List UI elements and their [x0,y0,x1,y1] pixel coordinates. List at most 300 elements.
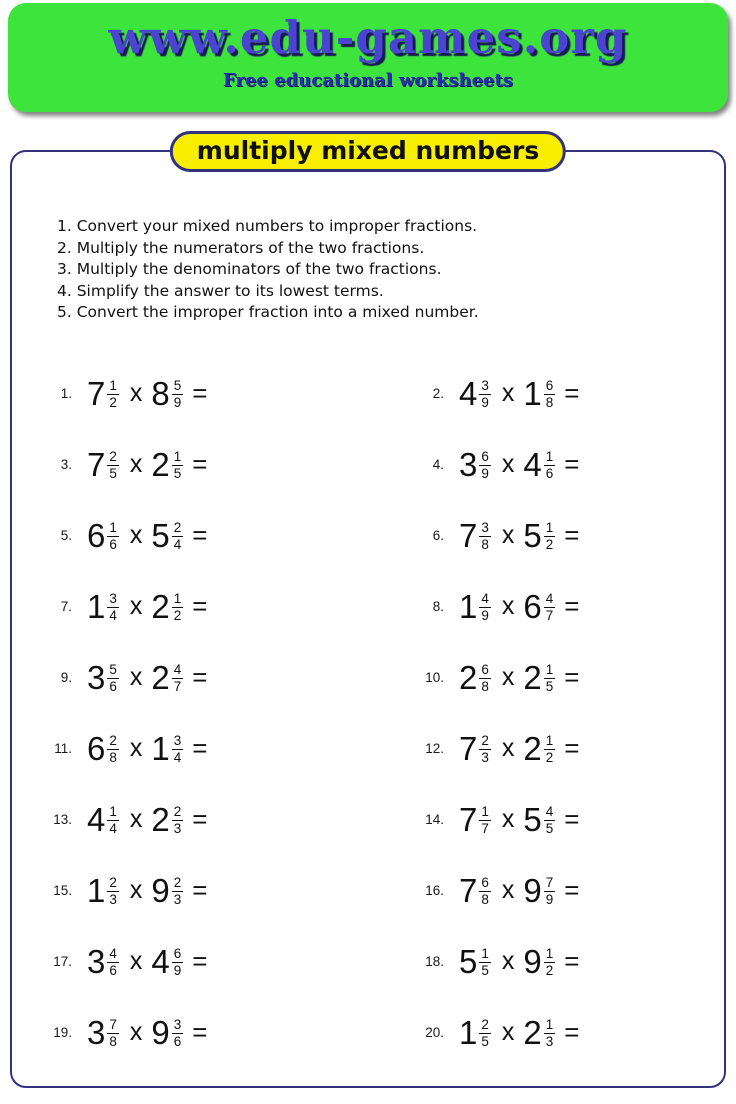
fraction [172,591,184,623]
fraction-denominator: 9 [481,394,489,410]
multiply-operator: x [501,591,515,620]
fraction [107,662,119,694]
fraction-numerator: 2 [173,803,182,819]
fraction [172,804,184,836]
problem-number: 13. [53,811,72,827]
problem-expression [459,800,580,838]
fraction [544,1017,556,1049]
mixed-number [87,1013,119,1051]
worksheet-title-label: multiply mixed numbers [196,136,540,165]
problem-expression [87,729,208,767]
fraction [544,875,556,907]
problem-row [368,855,724,926]
multiply-operator: x [129,591,143,620]
mixed-number [87,445,119,483]
problem-number: 11. [54,740,72,756]
fraction-denominator: 3 [545,1033,554,1049]
fraction-denominator: 5 [481,962,489,978]
fraction [479,591,491,623]
whole-number: 2 [459,658,478,696]
equals-sign: = [564,803,580,834]
fraction-numerator: 2 [109,732,117,748]
fraction-denominator: 2 [545,749,554,765]
problem-expression [459,516,580,554]
whole-number: 1 [151,729,170,767]
problem-number: 18. [425,953,444,969]
problem-row [12,358,368,429]
fraction-denominator: 4 [109,607,117,623]
whole-number: 2 [523,658,542,696]
problem-expression [87,871,208,909]
mixed-number [459,871,491,909]
fraction [544,804,556,836]
fraction-numerator: 6 [481,661,489,677]
whole-number: 1 [459,1013,478,1051]
mixed-number [151,374,183,412]
fraction-denominator: 8 [109,749,117,765]
problem-expression [459,374,580,412]
whole-number: 1 [87,587,106,625]
problem-number: 4. [432,456,444,472]
whole-number: 4 [87,800,106,838]
mixed-number [523,445,555,483]
problem-row [368,642,724,713]
problem-expression [87,374,208,412]
multiply-operator: x [501,378,515,407]
whole-number: 7 [459,871,478,909]
multiply-operator: x [501,449,515,478]
equals-sign: = [192,945,208,976]
fraction-denominator: 9 [545,891,554,907]
mixed-number [151,871,183,909]
problem-number: 9. [60,669,72,685]
problem-expression [87,658,208,696]
whole-number: 7 [459,800,478,838]
fraction [544,733,556,765]
fraction [172,733,184,765]
whole-number: 9 [151,871,170,909]
whole-number: 9 [151,1013,170,1051]
fraction-numerator: 5 [109,661,117,677]
fraction-numerator: 3 [173,1016,182,1032]
fraction-numerator: 1 [545,519,554,535]
fraction [479,804,491,836]
multiply-operator: x [501,733,515,762]
problem-number: 14. [425,811,444,827]
whole-number: 7 [87,374,106,412]
mixed-number [87,729,119,767]
mixed-number [459,445,491,483]
problem-row [12,926,368,997]
fraction-denominator: 5 [173,465,182,481]
whole-number: 2 [151,658,170,696]
problems-grid [12,358,724,1068]
fraction-numerator: 7 [545,874,554,890]
instruction-line: 4. Simplify the answer to its lowest terms. [57,281,384,300]
whole-number: 2 [151,445,170,483]
instruction-line: 5. Convert the improper fraction into a mixed number. [57,303,479,321]
fraction-numerator: 7 [109,1016,117,1032]
fraction [479,1017,491,1049]
problem-number: 5. [60,527,72,543]
whole-number: 3 [87,942,106,980]
problem-expression [87,445,208,483]
fraction-numerator: 3 [481,377,489,393]
fraction-numerator: 6 [173,945,182,961]
fraction-denominator: 8 [481,678,489,694]
problem-number: 12. [425,740,444,756]
instructions-list [57,216,724,324]
mixed-number [151,516,183,554]
fraction-numerator: 6 [545,377,554,393]
site-title: www.edu-games.org [108,11,628,64]
fraction-denominator: 9 [173,394,182,410]
problem-row [12,642,368,713]
fraction-numerator: 2 [481,1016,489,1032]
fraction [479,875,491,907]
problem-row [12,571,368,642]
fraction-denominator: 3 [173,820,182,836]
problem-expression [459,942,580,980]
whole-number: 5 [151,516,170,554]
mixed-number [523,516,555,554]
mixed-number [151,942,183,980]
fraction-numerator: 1 [481,803,489,819]
problem-number: 8. [432,598,444,614]
instruction-line: 2. Multiply the numerators of the two fractions. [57,238,425,257]
mixed-number [523,587,555,625]
problem-number: 1. [60,385,72,401]
equals-sign: = [192,519,208,550]
problem-number: 19. [53,1024,72,1040]
fraction-denominator: 7 [545,607,554,623]
problem-row [368,997,724,1068]
equals-sign: = [192,661,208,692]
whole-number: 1 [87,871,106,909]
mixed-number [151,800,183,838]
equals-sign: = [564,377,580,408]
mixed-number [459,658,491,696]
equals-sign: = [564,1016,580,1047]
fraction [544,449,556,481]
fraction-denominator: 8 [545,394,554,410]
fraction [544,591,556,623]
multiply-operator: x [129,520,143,549]
fraction-numerator: 2 [109,874,117,890]
fraction-denominator: 5 [481,1033,489,1049]
mixed-number [523,658,555,696]
multiply-operator: x [501,804,515,833]
mixed-number [523,374,555,412]
whole-number: 9 [523,942,542,980]
fraction-numerator: 1 [545,945,554,961]
multiply-operator: x [129,875,143,904]
mixed-number [87,516,119,554]
fraction [544,946,556,978]
fraction [172,875,184,907]
fraction-denominator: 6 [545,465,554,481]
problem-row [368,358,724,429]
instruction-line: 3. Multiply the denominators of the two fractions. [57,260,442,278]
problem-expression [459,1013,580,1051]
fraction [544,520,556,552]
equals-sign: = [192,1016,208,1047]
fraction [172,449,184,481]
multiply-operator: x [129,449,143,478]
whole-number: 5 [523,800,542,838]
mixed-number [523,729,555,767]
mixed-number [523,1013,555,1051]
problem-number: 17. [53,953,72,969]
multiply-operator: x [501,946,515,975]
instruction-line: 1. Convert your mixed numbers to improper fractions. [57,217,478,235]
mixed-number [459,1013,491,1051]
problem-number: 16. [425,882,444,898]
problem-row [12,855,368,926]
problem-row [368,500,724,571]
fraction-denominator: 6 [109,962,117,978]
fraction-denominator: 4 [173,536,182,552]
mixed-number [459,800,491,838]
multiply-operator: x [129,946,143,975]
problem-expression [459,587,580,625]
fraction-numerator: 3 [109,590,117,606]
problem-expression [87,1013,208,1051]
fraction-numerator: 3 [173,732,182,748]
fraction-denominator: 5 [545,678,554,694]
fraction-numerator: 1 [545,1016,554,1032]
fraction [544,662,556,694]
whole-number: 5 [523,516,542,554]
multiply-operator: x [501,875,515,904]
fraction-denominator: 5 [545,820,554,836]
fraction [479,520,491,552]
fraction-denominator: 7 [173,678,182,694]
fraction-denominator: 3 [173,891,182,907]
problem-number: 15. [53,882,72,898]
problem-expression [459,658,580,696]
whole-number: 6 [87,516,106,554]
fraction [107,378,119,410]
fraction [107,875,119,907]
fraction [107,591,119,623]
problem-number: 7. [60,598,72,614]
whole-number: 4 [523,445,542,483]
fraction [172,378,184,410]
worksheet-title [170,131,566,172]
fraction [172,946,184,978]
mixed-number [87,658,119,696]
equals-sign: = [564,732,580,763]
fraction-denominator: 6 [109,536,117,552]
fraction-denominator: 3 [109,891,117,907]
mixed-number [87,374,119,412]
fraction-numerator: 5 [173,377,182,393]
whole-number: 1 [523,374,542,412]
whole-number: 2 [151,800,170,838]
problem-number: 10. [425,669,444,685]
fraction-numerator: 4 [173,661,182,677]
problem-expression [87,516,208,554]
fraction-numerator: 4 [481,590,489,606]
mixed-number [151,445,183,483]
equals-sign: = [192,732,208,763]
mixed-number [523,800,555,838]
equals-sign: = [564,519,580,550]
fraction-denominator: 7 [481,820,489,836]
multiply-operator: x [501,1017,515,1046]
fraction-numerator: 2 [481,732,489,748]
mixed-number [87,871,119,909]
equals-sign: = [564,590,580,621]
multiply-operator: x [129,733,143,762]
fraction-numerator: 1 [481,945,489,961]
mixed-number [459,374,491,412]
fraction-numerator: 1 [109,519,117,535]
fraction [479,946,491,978]
fraction-numerator: 4 [545,803,554,819]
multiply-operator: x [501,662,515,691]
mixed-number [151,587,183,625]
problem-expression [459,445,580,483]
problem-number: 2. [432,385,444,401]
mixed-number [459,516,491,554]
fraction-denominator: 8 [481,891,489,907]
fraction [479,662,491,694]
fraction-denominator: 8 [481,536,489,552]
mixed-number [523,942,555,980]
fraction [479,733,491,765]
multiply-operator: x [129,378,143,407]
whole-number: 6 [523,587,542,625]
problem-expression [459,729,580,767]
problem-row [368,784,724,855]
fraction [107,946,119,978]
fraction-denominator: 2 [173,607,182,623]
mixed-number [151,1013,183,1051]
fraction-denominator: 3 [481,749,489,765]
equals-sign: = [564,945,580,976]
fraction [172,520,184,552]
equals-sign: = [192,803,208,834]
fraction-numerator: 1 [545,661,554,677]
whole-number: 7 [87,445,106,483]
problem-expression [87,800,208,838]
mixed-number [151,729,183,767]
whole-number: 7 [459,729,478,767]
fraction [107,520,119,552]
fraction-numerator: 6 [481,448,489,464]
problem-expression [87,587,208,625]
multiply-operator: x [129,1017,143,1046]
fraction-denominator: 5 [109,465,117,481]
problem-row [12,429,368,500]
fraction-numerator: 1 [545,732,554,748]
fraction-denominator: 2 [545,962,554,978]
fraction-numerator: 1 [173,590,182,606]
whole-number: 9 [523,871,542,909]
multiply-operator: x [129,662,143,691]
mixed-number [151,658,183,696]
equals-sign: = [192,377,208,408]
fraction-numerator: 4 [109,945,117,961]
fraction-numerator: 4 [545,590,554,606]
fraction-denominator: 4 [173,749,182,765]
problem-expression [87,942,208,980]
problem-row [12,713,368,784]
fraction-numerator: 2 [109,448,117,464]
fraction-denominator: 9 [173,962,182,978]
fraction [107,1017,119,1049]
fraction-numerator: 1 [173,448,182,464]
fraction-denominator: 9 [481,607,489,623]
whole-number: 5 [459,942,478,980]
whole-number: 4 [459,374,478,412]
fraction [172,1017,184,1049]
fraction-numerator: 2 [173,519,182,535]
fraction-numerator: 6 [481,874,489,890]
problem-number: 3. [60,456,72,472]
equals-sign: = [564,661,580,692]
fraction [479,449,491,481]
problem-number: 20. [425,1024,444,1040]
fraction-denominator: 8 [109,1033,117,1049]
fraction-numerator: 1 [109,803,117,819]
problem-row [368,571,724,642]
worksheet [10,136,726,1088]
fraction [172,662,184,694]
problem-row [368,713,724,784]
fraction-numerator: 1 [109,377,117,393]
whole-number: 2 [151,587,170,625]
fraction [107,449,119,481]
equals-sign: = [564,874,580,905]
site-tagline: Free educational worksheets [223,70,513,91]
fraction-denominator: 2 [109,394,117,410]
fraction-denominator: 2 [545,536,554,552]
whole-number: 3 [87,658,106,696]
mixed-number [459,587,491,625]
multiply-operator: x [129,804,143,833]
fraction [544,378,556,410]
problem-row [12,500,368,571]
equals-sign: = [192,590,208,621]
equals-sign: = [192,448,208,479]
problem-row [12,997,368,1068]
equals-sign: = [192,874,208,905]
fraction [107,804,119,836]
fraction-denominator: 6 [109,678,117,694]
whole-number: 2 [523,729,542,767]
whole-number: 1 [459,587,478,625]
whole-number: 3 [87,1013,106,1051]
equals-sign: = [564,448,580,479]
problem-row [12,784,368,855]
whole-number: 7 [459,516,478,554]
multiply-operator: x [501,520,515,549]
whole-number: 6 [87,729,106,767]
fraction-numerator: 3 [481,519,489,535]
whole-number: 4 [151,942,170,980]
mixed-number [87,800,119,838]
problem-expression [459,871,580,909]
problem-row [368,429,724,500]
mixed-number [523,871,555,909]
whole-number: 2 [523,1013,542,1051]
fraction-denominator: 4 [109,820,117,836]
whole-number: 8 [151,374,170,412]
fraction-denominator: 9 [481,465,489,481]
